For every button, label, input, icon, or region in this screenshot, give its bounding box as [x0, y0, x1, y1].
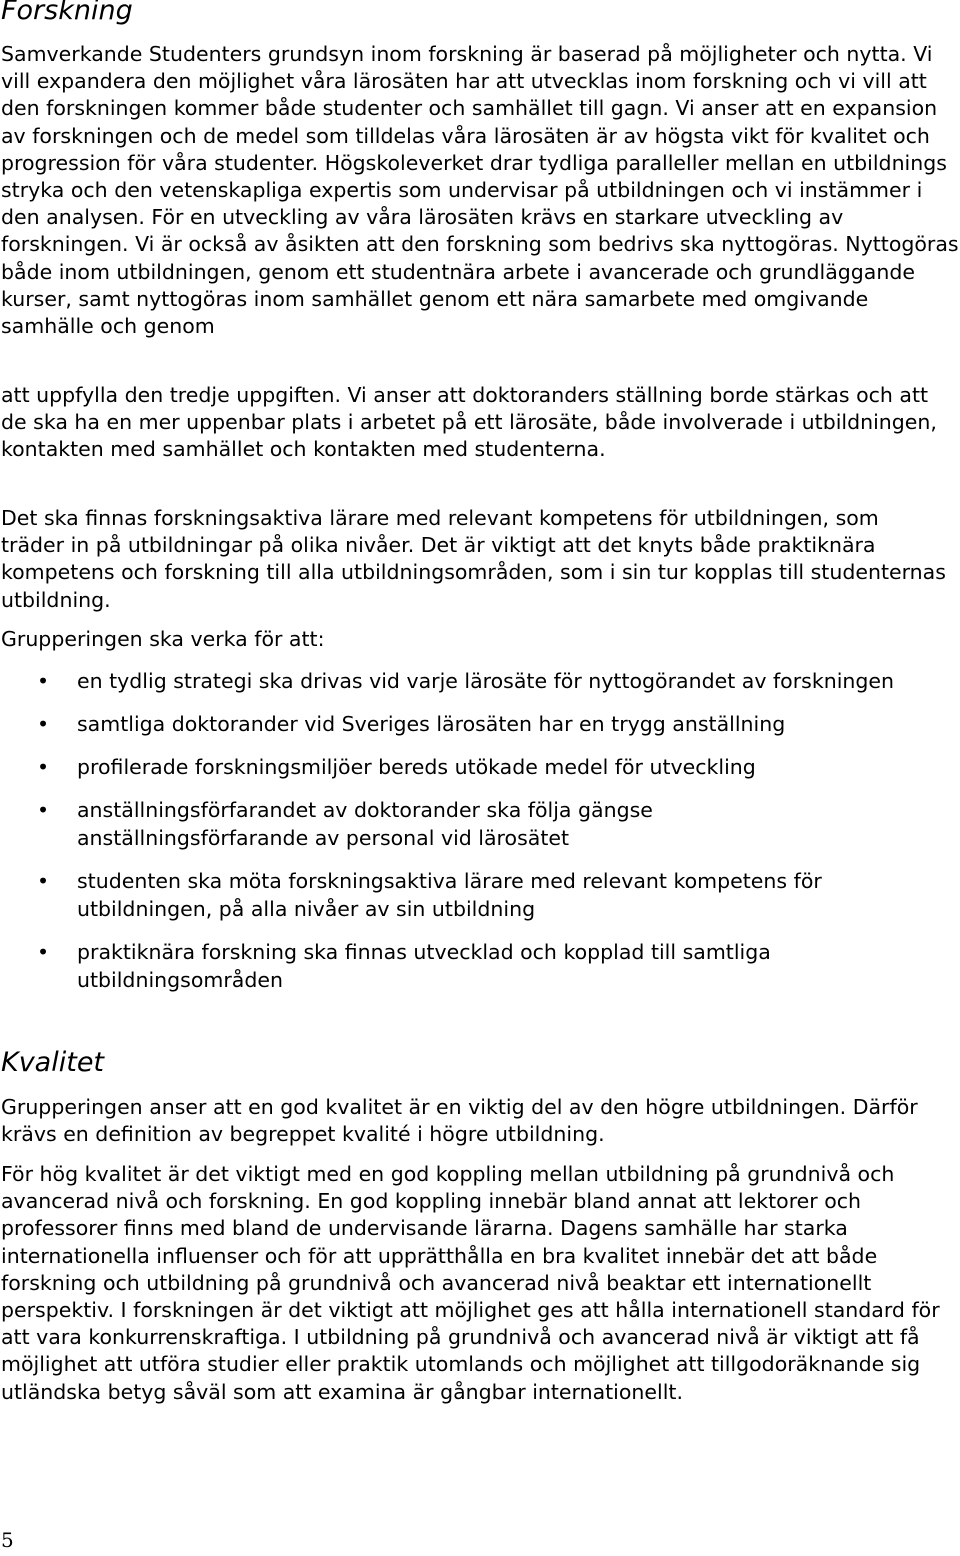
section-heading-kvalitet: Kvalitet	[1, 1047, 105, 1078]
list-item	[0, 938, 950, 995]
list-item-text: anställningsförfarandet av doktorander ska följa gängse anställningsförfarande av personal vid lärosätet	[77, 797, 653, 850]
list-item	[0, 867, 950, 924]
list-item-text: studenten ska möta forskningsaktiva lärare med relevant kompetens för utbildningen, på alla nivåer av sin utbildning	[77, 868, 822, 921]
paragraph-forskning-1: Samverkande Studenters grundsyn inom forskning är baserad på möjligheter och nytta. Vi vill expandera den möjlighet våra lärosäten har att utvecklas inom forskning och vi vill att den forskningen kommer både studenter och samhället till gagn. Vi anser att en expansion av forskningen och de medel som tilldelas våra lärosäten är av högsta vikt för kvalitet och progression för våra studenter. Högskoleverket drar tydliga paralleller mellan en utbildnings stryka och den vetenskapliga expertis som undervisar på utbildningen och vi instämmer i den analysen. För en utveckling av våra lärosäten krävs en starkare utveckling av forskningen. Vi är också av åsikten att den forskning som bedrivs ska nyttogöras. Nyttogöras både inom utbildningen, genom ett studentnära arbete i avancerade och grundläggande kurser, samt nyttogöras inom samhället genom ett nära samarbete med omgivande samhälle och genom	[1, 42, 959, 339]
paragraph-kvalitet-1: Grupperingen anser att en god kvalitet är en viktig del av den högre utbildningen. Därför krävs en definition av begreppet kvalité i högre utbildning.	[1, 1095, 918, 1147]
bullet-icon: •	[37, 797, 50, 822]
list-item	[0, 710, 950, 739]
list-item	[0, 667, 950, 696]
list-item-text: profilerade forskningsmiljöer bereds utökade medel för utveckling	[77, 755, 756, 779]
page-number: 5	[1, 1528, 14, 1552]
list-item-text: praktiknära forskning ska finnas utvecklad och kopplad till samtliga utbildningsområden	[77, 939, 771, 992]
bullet-icon: •	[37, 868, 50, 893]
list-item-text: samtliga doktorander vid Sveriges lärosäten har en trygg anställning	[77, 711, 786, 736]
bullet-icon: •	[37, 669, 50, 693]
list-item-text: en tydlig strategi ska drivas vid varje lärosäte för nyttogörandet av forskningen	[77, 669, 895, 693]
list-item	[0, 753, 950, 782]
paragraph-grupperingen-intro: Grupperingen ska verka för att:	[1, 627, 325, 651]
section-heading-forskning: Forskning	[1, 0, 133, 26]
paragraph-forskning-2: att uppfylla den tredje uppgiften. Vi anser att doktoranders ställning borde stärkas och att de ska ha en mer uppenbar plats i arbetet på ett lärosäte, både involverade i utbildningen, kontakten med samhället och kontakten med studenterna.	[1, 383, 937, 462]
bullet-icon: •	[37, 755, 50, 779]
bullet-list-forskning	[0, 667, 950, 995]
list-item	[0, 796, 950, 853]
bullet-icon: •	[37, 939, 50, 964]
paragraph-kvalitet-2: För hög kvalitet är det viktigt med en god koppling mellan utbildning på grundnivå och avancerad nivå och forskning. En god koppling innebär bland annat att lektorer och professorer finns med bland de undervisande lärarna. Dagens samhälle har starka internationella influenser och för att upprätthålla en bra kvalitet innebär det att både forskning och utbildning på grundnivå och avancerad nivå beaktar ett internationellt perspektiv. I forskningen är det viktigt att möjlighet ges att hålla internationell standard för att vara konkurrenskraftiga. I utbildning på grundnivå och avancerad nivå är viktigt att få möjlighet att utföra studier eller praktik utomlands och möjlighet att tillgodoräknande sig utländska betyg såväl som att examina är gångbar internationellt.	[1, 1162, 940, 1404]
bullet-icon: •	[37, 711, 50, 736]
paragraph-forskning-3: Det ska finnas forskningsaktiva lärare med relevant kompetens för utbildningen, som träder in på utbildningar på olika nivåer. Det är viktigt att det knyts både praktiknära kompetens och forskning till alla utbildningsområden, som i sin tur kopplas till studenternas utbildning.	[1, 506, 946, 612]
